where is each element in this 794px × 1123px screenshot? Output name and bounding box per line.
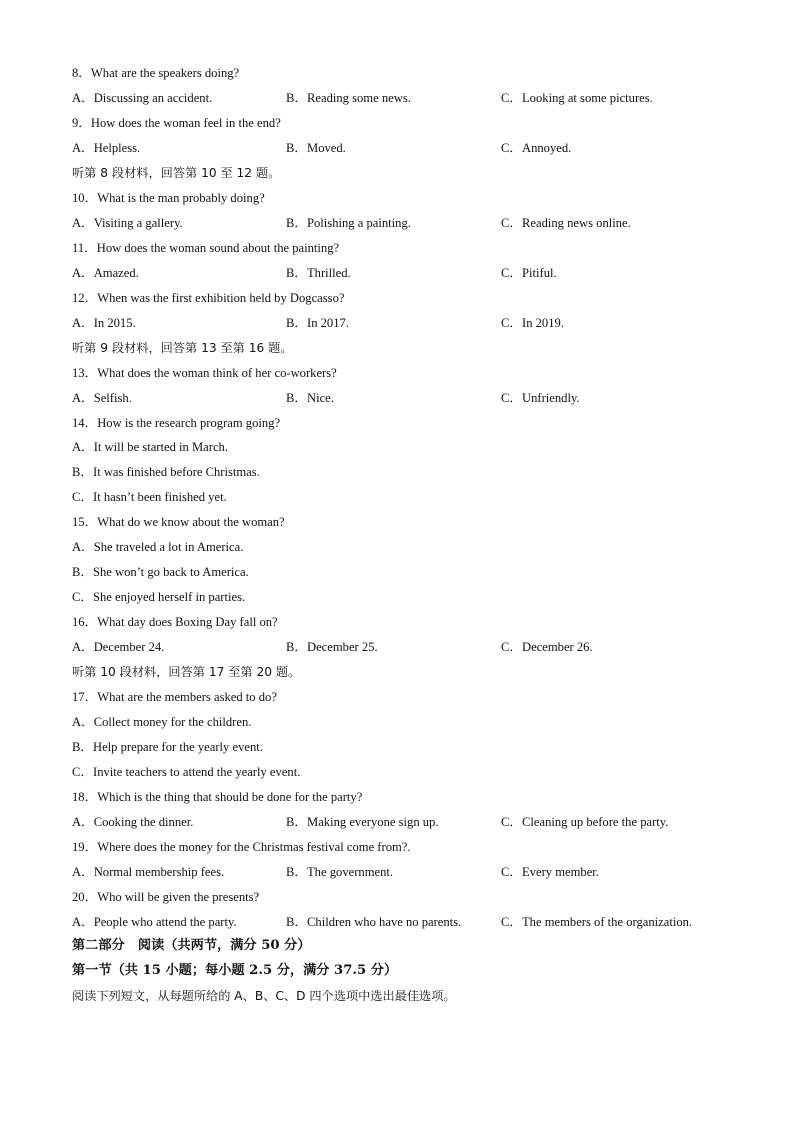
question-10: 10．What is the man probably doing? bbox=[72, 191, 265, 205]
q11-option-a: A．Amazed. bbox=[72, 266, 139, 280]
q12-option-c: C．In 2019. bbox=[501, 316, 564, 330]
q8-option-a: A．Discussing an accident. bbox=[72, 91, 213, 105]
part-2-heading: 第二部分 阅读（共两节，满分 50 分） bbox=[72, 938, 311, 953]
q8-option-c: C．Looking at some pictures. bbox=[501, 91, 653, 105]
q13-option-a: A．Selfish. bbox=[72, 391, 132, 405]
q20-option-c: C．The members of the organization. bbox=[501, 915, 693, 929]
section-1-heading: 第一节（共 15 小题；每小题 2.5 分，满分 37.5 分） bbox=[72, 963, 398, 978]
q16-option-b: B．December 25. bbox=[286, 640, 378, 654]
q9-option-a: A．Helpless. bbox=[72, 141, 141, 155]
question-19: 19．Where does the money for the Christmas festival come from?. bbox=[72, 840, 411, 854]
q9-option-c: C．Annoyed. bbox=[501, 141, 572, 155]
q13-option-b: B．Nice. bbox=[286, 391, 334, 405]
q20-option-a: A．People who attend the party. bbox=[72, 915, 237, 929]
q14-option-c: C．It hasn’t been finished yet. bbox=[72, 490, 227, 504]
q19-option-b: B．The government. bbox=[286, 865, 394, 879]
q17-option-c: C．Invite teachers to attend the yearly event. bbox=[72, 765, 301, 779]
question-8: 8．What are the speakers doing? bbox=[72, 66, 240, 80]
q12-option-a: A．In 2015. bbox=[72, 316, 136, 330]
q18-option-a: A．Cooking the dinner. bbox=[72, 815, 194, 829]
q15-option-b: B．She won’t go back to America. bbox=[72, 565, 249, 579]
q11-option-c: C．Pitiful. bbox=[501, 266, 557, 280]
question-12: 12．When was the first exhibition held by Dogcasso? bbox=[72, 291, 345, 305]
q15-option-c: C．She enjoyed herself in parties. bbox=[72, 590, 246, 604]
question-17: 17．What are the members asked to do? bbox=[72, 690, 277, 704]
q14-option-a: A．It will be started in March. bbox=[72, 440, 228, 454]
q17-option-a: A．Collect money for the children. bbox=[72, 715, 252, 729]
q9-option-b: B．Moved. bbox=[286, 141, 346, 155]
question-14: 14．How is the research program going? bbox=[72, 416, 281, 430]
section-10-heading: 听第 10 段材料，回答第 17 至第 20 题。 bbox=[72, 665, 301, 679]
q15-option-a: A．She traveled a lot in America. bbox=[72, 540, 244, 554]
section-8-heading: 听第 8 段材料，回答第 10 至 12 题。 bbox=[72, 166, 281, 180]
section-9-heading: 听第 9 段材料，回答第 13 至第 16 题。 bbox=[72, 341, 293, 355]
question-13: 13．What does the woman think of her co-workers? bbox=[72, 366, 337, 380]
q19-option-a: A．Normal membership fees. bbox=[72, 865, 225, 879]
q13-option-c: C．Unfriendly. bbox=[501, 391, 580, 405]
q16-option-a: A．December 24. bbox=[72, 640, 165, 654]
question-11: 11．How does the woman sound about the painting? bbox=[72, 241, 340, 255]
q12-option-b: B．In 2017. bbox=[286, 316, 349, 330]
q18-option-c: C．Cleaning up before the party. bbox=[501, 815, 669, 829]
q10-option-a: A．Visiting a gallery. bbox=[72, 216, 183, 230]
question-20: 20．Who will be given the presents? bbox=[72, 890, 260, 904]
q20-option-b: B．Children who have no parents. bbox=[286, 915, 462, 929]
q16-option-c: C．December 26. bbox=[501, 640, 593, 654]
reading-instruction: 阅读下列短文，从每题所给的 A、B、C、D 四个选项中选出最佳选项。 bbox=[72, 989, 456, 1003]
q8-option-b: B．Reading some news. bbox=[286, 91, 411, 105]
question-16: 16．What day does Boxing Day fall on? bbox=[72, 615, 278, 629]
q10-option-b: B．Polishing a painting. bbox=[286, 216, 411, 230]
question-9: 9．How does the woman feel in the end? bbox=[72, 116, 281, 130]
question-15: 15．What do we know about the woman? bbox=[72, 515, 285, 529]
q14-option-b: B．It was finished before Christmas. bbox=[72, 465, 260, 479]
q10-option-c: C．Reading news online. bbox=[501, 216, 631, 230]
question-18: 18．Which is the thing that should be done for the party? bbox=[72, 790, 363, 804]
q19-option-c: C．Every member. bbox=[501, 865, 599, 879]
q17-option-b: B．Help prepare for the yearly event. bbox=[72, 740, 263, 754]
q18-option-b: B．Making everyone sign up. bbox=[286, 815, 439, 829]
q11-option-b: B．Thrilled. bbox=[286, 266, 351, 280]
